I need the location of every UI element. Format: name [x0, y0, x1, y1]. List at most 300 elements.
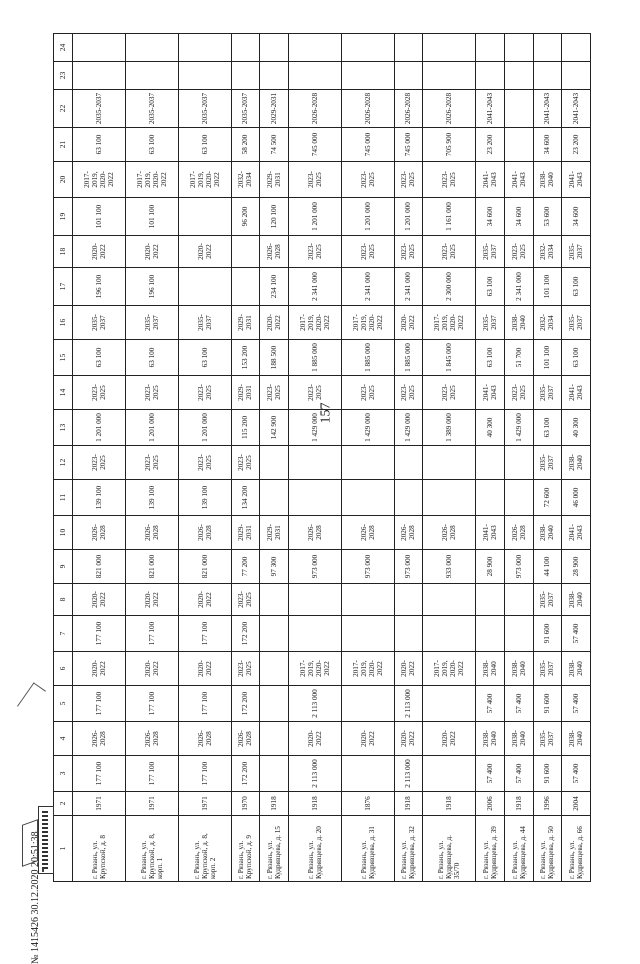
table-cell: 172 200 — [231, 616, 260, 652]
table-cell: 2038-2040 — [562, 446, 591, 480]
table-cell: 1 161 000 — [423, 198, 476, 236]
column-header-8: 8 — [54, 584, 73, 616]
table-cell: 28 900 — [562, 550, 591, 584]
table-cell: 2026-2028 — [423, 90, 476, 128]
table-cell: 63 100 — [73, 340, 126, 376]
table-cell — [231, 34, 260, 62]
table-cell: 1 201 000 — [73, 410, 126, 446]
table-cell: 2026-2028 — [125, 722, 178, 756]
table-cell — [504, 480, 533, 516]
table-cell: 1971 — [73, 792, 126, 816]
table-cell: 2 341 000 — [341, 268, 394, 306]
table-cell: 745 000 — [288, 128, 341, 162]
table-cell: 2023-2025 — [125, 376, 178, 410]
table-cell — [394, 446, 423, 480]
table-cell: 2026-2028 — [288, 516, 341, 550]
table-cell — [423, 62, 476, 90]
table-cell — [476, 34, 505, 62]
table-cell: 91 600 — [533, 756, 562, 792]
address-cell: г. Рязань, ул. Кудрявцева, д. 35/70 — [423, 816, 476, 882]
table-cell: 1876 — [341, 792, 394, 816]
page-number: 157 — [318, 402, 334, 424]
table-cell: 2026-2028 — [125, 516, 178, 550]
table-cell — [178, 198, 231, 236]
table-cell: 2026-2028 — [341, 90, 394, 128]
table-cell — [341, 584, 394, 616]
table-cell: 821 000 — [178, 550, 231, 584]
table-cell: 705 900 — [423, 128, 476, 162]
table-cell — [423, 616, 476, 652]
table-cell — [533, 62, 562, 90]
table-cell: 2017-2019, 2020-2022 — [423, 306, 476, 340]
table-cell — [288, 34, 341, 62]
table-cell: 34 600 — [476, 198, 505, 236]
table-cell: 2038-2040 — [476, 652, 505, 686]
table-cell: 142 900 — [260, 410, 289, 446]
table-cell — [178, 62, 231, 90]
table-cell — [423, 446, 476, 480]
table-cell: 2020-2022 — [125, 652, 178, 686]
column-header-7: 7 — [54, 616, 73, 652]
table-cell: 2 341 000 — [394, 268, 423, 306]
table-cell: 57 400 — [562, 616, 591, 652]
table-cell: 1971 — [178, 792, 231, 816]
table-body — [73, 34, 591, 882]
table-cell — [288, 62, 341, 90]
table-cell: 196 100 — [125, 268, 178, 306]
table-cell: 40 300 — [562, 410, 591, 446]
table-cell: 2020-2022 — [178, 652, 231, 686]
table-cell: 2026-2028 — [178, 516, 231, 550]
table-cell: 101 100 — [533, 268, 562, 306]
column-header-11: 11 — [54, 480, 73, 516]
table-cell: 2020-2022 — [260, 306, 289, 340]
table-cell — [504, 90, 533, 128]
column-header-6: 6 — [54, 652, 73, 686]
table-cell: 2029-2031 — [231, 516, 260, 550]
table-cell: 2026-2028 — [504, 516, 533, 550]
table-cell: 2041-2043 — [562, 376, 591, 410]
address-cell: г. Рязань, ул. Крупской, д. 8 — [73, 816, 126, 882]
table-cell: 63 100 — [476, 340, 505, 376]
table-row — [476, 34, 505, 882]
table-cell — [394, 480, 423, 516]
table-cell: 2035-2037 — [73, 306, 126, 340]
table-cell — [476, 480, 505, 516]
table-cell: 2 300 000 — [423, 268, 476, 306]
table-cell: 745 000 — [394, 128, 423, 162]
table-cell: 2035-2037 — [476, 306, 505, 340]
table-cell: 139 100 — [73, 480, 126, 516]
table-cell: 63 100 — [125, 340, 178, 376]
table-cell: 2038-2040 — [476, 722, 505, 756]
table-row — [178, 34, 231, 882]
table-cell: 153 200 — [231, 340, 260, 376]
table-cell: 74 500 — [260, 128, 289, 162]
table-cell: 177 100 — [125, 616, 178, 652]
table-cell — [504, 616, 533, 652]
column-header-5: 5 — [54, 686, 73, 722]
table-cell — [423, 686, 476, 722]
table-cell: 2026-2028 — [341, 516, 394, 550]
table-cell — [394, 616, 423, 652]
table-cell: 2020-2022 — [178, 236, 231, 268]
table-cell: 2035-2037 — [533, 376, 562, 410]
table-cell — [341, 756, 394, 792]
table-cell: 63 100 — [178, 340, 231, 376]
column-header-19: 19 — [54, 198, 73, 236]
table-cell: 2 113 000 — [288, 686, 341, 722]
table-row — [562, 34, 591, 882]
table-cell — [341, 616, 394, 652]
table-cell: 2029-2031 — [260, 516, 289, 550]
column-header-1: 1 — [54, 816, 73, 882]
table-cell: 51 700 — [504, 340, 533, 376]
table-cell: 57 400 — [476, 756, 505, 792]
address-cell: г. Рязань, ул. Кудрявцева, д. 44 — [504, 816, 533, 882]
column-header-3: 3 — [54, 756, 73, 792]
table-cell: 2035-2037 — [562, 236, 591, 268]
table-cell: 973 000 — [288, 550, 341, 584]
table-cell: 2041-2043 — [562, 516, 591, 550]
table-cell: 2041-2043 — [533, 90, 562, 128]
table-row — [504, 34, 533, 882]
data-table-container — [53, 44, 591, 882]
table-cell: 1996 — [533, 792, 562, 816]
table-cell — [504, 62, 533, 90]
table-cell: 139 100 — [178, 480, 231, 516]
table-cell — [423, 584, 476, 616]
column-header-15: 15 — [54, 340, 73, 376]
table-cell: 2029-2031 — [231, 376, 260, 410]
table-cell: 2023-2025 — [231, 652, 260, 686]
table-cell: 2023-2025 — [73, 446, 126, 480]
table-cell: 2023-2025 — [231, 446, 260, 480]
table-cell: 53 600 — [533, 198, 562, 236]
table-cell: 2023-2025 — [394, 376, 423, 410]
table-cell: 1971 — [125, 792, 178, 816]
table-cell: 177 100 — [73, 686, 126, 722]
table-cell: 2035-2037 — [562, 306, 591, 340]
table-cell — [288, 584, 341, 616]
table-cell — [260, 652, 289, 686]
document-registration-id: № 1415426 30.12.2020 20:51:38 — [30, 831, 41, 964]
table-cell: 2038-2040 — [504, 306, 533, 340]
table-cell: 2041-2043 — [562, 90, 591, 128]
table-cell — [504, 34, 533, 62]
table-cell: 2035-2037 — [125, 306, 178, 340]
table-cell: 34 600 — [533, 128, 562, 162]
table-cell — [504, 584, 533, 616]
table-cell: 2023-2025 — [423, 162, 476, 198]
table-cell: 1 845 000 — [423, 340, 476, 376]
table-cell: 2017-2019, 2020-2022 — [125, 162, 178, 198]
table-cell: 91 600 — [533, 616, 562, 652]
table-cell: 63 100 — [125, 128, 178, 162]
table-cell: 2 341 000 — [504, 268, 533, 306]
table-cell — [73, 34, 126, 62]
table-cell: 2023-2025 — [394, 162, 423, 198]
table-cell: 1918 — [260, 792, 289, 816]
table-cell: 177 100 — [125, 686, 178, 722]
table-cell: 1918 — [288, 792, 341, 816]
table-cell — [231, 268, 260, 306]
table-cell — [562, 62, 591, 90]
table-cell: 2041-2043 — [476, 90, 505, 128]
table-cell: 120 100 — [260, 198, 289, 236]
column-header-9: 9 — [54, 550, 73, 584]
table-cell: 44 100 — [533, 550, 562, 584]
table-row — [73, 34, 126, 882]
table-cell: 1918 — [423, 792, 476, 816]
table-cell — [504, 128, 533, 162]
table-cell: 2023-2025 — [423, 236, 476, 268]
table-cell: 172 200 — [231, 686, 260, 722]
table-cell: 101 100 — [125, 198, 178, 236]
table-row — [533, 34, 562, 882]
table-cell: 2035-2037 — [533, 446, 562, 480]
table-cell — [260, 480, 289, 516]
table-cell: 177 100 — [125, 756, 178, 792]
table-cell: 2038-2040 — [562, 652, 591, 686]
table-cell: 2041-2043 — [476, 376, 505, 410]
table-cell: 2020-2022 — [394, 306, 423, 340]
address-cell: г. Рязань, ул. Кудрявцева, д. 50 — [533, 816, 562, 882]
table-cell: 28 900 — [476, 550, 505, 584]
table-cell: 821 000 — [125, 550, 178, 584]
table-cell — [394, 62, 423, 90]
table-cell: 2035-2037 — [125, 90, 178, 128]
column-header-17: 17 — [54, 268, 73, 306]
table-cell: 97 300 — [260, 550, 289, 584]
table-cell: 2035-2037 — [476, 236, 505, 268]
table-cell: 2026-2028 — [288, 90, 341, 128]
table-cell — [341, 34, 394, 62]
table-cell: 177 100 — [178, 616, 231, 652]
table-cell: 2023-2025 — [288, 162, 341, 198]
table-cell — [533, 34, 562, 62]
table-cell: 745 000 — [341, 128, 394, 162]
column-header-20: 20 — [54, 162, 73, 198]
table-row — [231, 34, 260, 882]
table-cell — [125, 34, 178, 62]
table-cell — [288, 616, 341, 652]
table-row — [341, 34, 394, 882]
column-header-10: 10 — [54, 516, 73, 550]
table-cell: 2020-2022 — [73, 236, 126, 268]
table-cell: 96 200 — [231, 198, 260, 236]
table-cell: 1 429 000 — [394, 410, 423, 446]
table-cell: 2038-2040 — [504, 722, 533, 756]
table-cell — [288, 480, 341, 516]
table-cell: 2023-2025 — [260, 376, 289, 410]
table-cell: 2026-2028 — [260, 236, 289, 268]
table-cell: 2023-2025 — [504, 376, 533, 410]
table-cell: 2020-2022 — [341, 722, 394, 756]
table-cell: 2023-2025 — [178, 376, 231, 410]
table-cell: 172 200 — [231, 756, 260, 792]
address-cell: г. Рязань, ул. Кудрявцева, д. 31 — [341, 816, 394, 882]
table-cell: 177 100 — [73, 756, 126, 792]
table-cell: 2026-2028 — [73, 516, 126, 550]
table-cell: 58 200 — [231, 128, 260, 162]
address-cell: г. Рязань, ул. Крупской, д. 8, корп. 2 — [178, 816, 231, 882]
column-header-24: 24 — [54, 34, 73, 62]
table-cell: 2020-2022 — [178, 584, 231, 616]
table-cell: 1 429 000 — [504, 410, 533, 446]
table-cell: 2041-2043 — [476, 516, 505, 550]
table-cell: 2004 — [562, 792, 591, 816]
table-cell: 973 000 — [341, 550, 394, 584]
table-cell: 2023-2025 — [288, 376, 341, 410]
table-cell: 2029-2031 — [260, 90, 289, 128]
table-cell: 2020-2022 — [73, 652, 126, 686]
table-cell: 2032-2034 — [231, 162, 260, 198]
column-header-18: 18 — [54, 236, 73, 268]
table-cell: 2038-2040 — [504, 652, 533, 686]
table-cell: 2026-2028 — [178, 722, 231, 756]
address-cell: г. Рязань, ул. Крупской, д. 8, корп. 1 — [125, 816, 178, 882]
table-cell — [260, 756, 289, 792]
table-cell: 2038-2040 — [562, 722, 591, 756]
address-cell: г. Рязань, ул. Кудрявцева, д. 15 — [260, 816, 289, 882]
table-cell: 91 600 — [533, 686, 562, 722]
column-header-21: 21 — [54, 128, 73, 162]
table-cell: 2035-2037 — [178, 306, 231, 340]
table-cell — [341, 686, 394, 722]
table-cell: 177 100 — [178, 756, 231, 792]
table-cell — [178, 268, 231, 306]
table-cell: 2023-2025 — [231, 584, 260, 616]
table-cell — [260, 34, 289, 62]
table-cell — [73, 62, 126, 90]
table-cell — [260, 722, 289, 756]
table-cell: 2023-2025 — [341, 162, 394, 198]
table-cell: 234 100 — [260, 268, 289, 306]
column-header-16: 16 — [54, 306, 73, 340]
table-cell: 139 100 — [125, 480, 178, 516]
table-cell: 63 100 — [73, 128, 126, 162]
table-cell: 134 200 — [231, 480, 260, 516]
table-cell: 1 201 000 — [125, 410, 178, 446]
table-cell: 1 201 000 — [288, 198, 341, 236]
table-cell: 2026-2028 — [394, 516, 423, 550]
table-cell: 2023-2025 — [341, 236, 394, 268]
table-cell: 2020-2022 — [288, 722, 341, 756]
table-cell: 2 113 000 — [288, 756, 341, 792]
table-cell: 2023-2025 — [341, 376, 394, 410]
table-cell — [260, 686, 289, 722]
table-cell: 2017-2019, 2020-2022 — [288, 306, 341, 340]
table-cell: 1918 — [394, 792, 423, 816]
table-cell — [423, 480, 476, 516]
table-cell: 2006 — [476, 792, 505, 816]
table-cell — [476, 584, 505, 616]
table-cell: 2017-2019, 2020-2022 — [423, 652, 476, 686]
table-cell: 188 500 — [260, 340, 289, 376]
table-cell: 57 400 — [562, 756, 591, 792]
table-cell: 63 100 — [562, 268, 591, 306]
table-cell — [341, 62, 394, 90]
table-cell — [341, 446, 394, 480]
table-cell: 115 200 — [231, 410, 260, 446]
table-cell: 1 389 000 — [423, 410, 476, 446]
table-cell — [476, 62, 505, 90]
address-cell: г. Рязань, ул. Кудрявцева, д. 39 — [476, 816, 505, 882]
table-row — [260, 34, 289, 882]
table-cell — [423, 756, 476, 792]
table-cell: 2017-2019, 2020-2022 — [341, 652, 394, 686]
table-cell: 2035-2037 — [533, 652, 562, 686]
table-cell: 101 100 — [73, 198, 126, 236]
table-cell: 821 000 — [73, 550, 126, 584]
table-cell — [178, 34, 231, 62]
table-cell: 1 885 000 — [341, 340, 394, 376]
barcode-icon — [38, 806, 54, 874]
table-cell: 23 200 — [476, 128, 505, 162]
table-cell: 2020-2022 — [423, 722, 476, 756]
table-cell: 2020-2022 — [125, 236, 178, 268]
table-cell: 2023-2025 — [504, 236, 533, 268]
table-cell: 177 100 — [178, 686, 231, 722]
table-cell — [341, 480, 394, 516]
table-cell: 2017-2019, 2020-2022 — [178, 162, 231, 198]
table-cell: 196 100 — [73, 268, 126, 306]
table-cell: 46 000 — [562, 480, 591, 516]
column-header-23: 23 — [54, 62, 73, 90]
table-cell: 973 000 — [504, 550, 533, 584]
table-cell: 2041-2043 — [562, 162, 591, 198]
table-cell — [231, 236, 260, 268]
table-cell: 2020-2022 — [125, 584, 178, 616]
handwritten-mark — [17, 682, 46, 714]
table-cell: 77 200 — [231, 550, 260, 584]
table-cell — [504, 446, 533, 480]
table-cell: 2038-2040 — [533, 162, 562, 198]
table-cell: 2035-2037 — [178, 90, 231, 128]
table-cell: 973 000 — [394, 550, 423, 584]
table-cell: 2032-2034 — [533, 306, 562, 340]
table-cell: 2038-2040 — [533, 516, 562, 550]
table-cell: 2023-2025 — [394, 236, 423, 268]
table-row — [125, 34, 178, 882]
table-row — [423, 34, 476, 882]
column-header-14: 14 — [54, 376, 73, 410]
table-cell: 34 600 — [504, 198, 533, 236]
table-cell — [231, 62, 260, 90]
address-cell: г. Рязань, ул. Крупской, д. 9 — [231, 816, 260, 882]
column-header-4: 4 — [54, 722, 73, 756]
table-cell: 2020-2022 — [394, 652, 423, 686]
table-cell: 1 429 000 — [288, 410, 341, 446]
table-cell: 63 100 — [476, 268, 505, 306]
column-header-12: 12 — [54, 446, 73, 480]
table-cell — [394, 34, 423, 62]
table-cell: 57 400 — [476, 686, 505, 722]
table-cell: 57 400 — [562, 686, 591, 722]
table-cell — [260, 616, 289, 652]
table-cell: 2023-2025 — [125, 446, 178, 480]
table-cell: 2029-2031 — [231, 306, 260, 340]
table-cell: 2017-2019, 2020-2022 — [73, 162, 126, 198]
table-cell: 57 400 — [504, 756, 533, 792]
table-cell: 2032-2034 — [533, 236, 562, 268]
table-cell: 1 201 000 — [394, 198, 423, 236]
table-cell: 933 000 — [423, 550, 476, 584]
column-header-2: 2 — [54, 792, 73, 816]
table-cell: 2023-2025 — [178, 446, 231, 480]
table-cell: 34 600 — [562, 198, 591, 236]
